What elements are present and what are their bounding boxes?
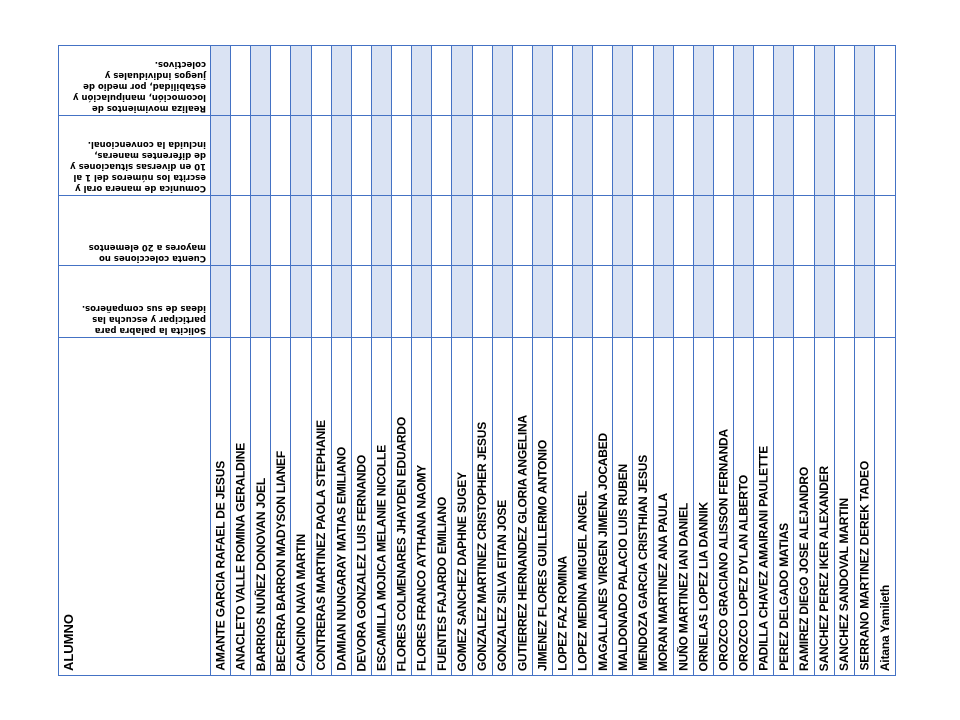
grade-cell[interactable] [613,196,633,266]
grade-cell[interactable] [633,46,653,116]
grade-cell[interactable] [211,196,231,266]
criterion-header [59,116,211,196]
grade-cell[interactable] [231,266,251,338]
grade-cell[interactable] [694,196,714,266]
student-name: SANCHEZ PEREZ IKER ALEXANDER [817,465,832,671]
grade-cell[interactable] [493,196,513,266]
grade-cell[interactable] [312,266,332,338]
student-name: CANCINO NAVA MARTIN [294,533,309,671]
grade-cell[interactable] [654,196,674,266]
student-name-cell [613,338,633,675]
grade-cell[interactable] [432,196,452,266]
student-name-cell [855,338,875,675]
grade-cell[interactable] [553,266,573,338]
grade-cell[interactable] [694,116,714,196]
student-name: PADILLA CHAVEZ AMAIRANI PAULETTE [756,446,771,671]
grade-cell[interactable] [332,196,352,266]
grade-cell[interactable] [593,116,613,196]
grade-cell[interactable] [774,196,794,266]
grade-cell[interactable] [694,46,714,116]
grade-cell[interactable] [835,266,855,338]
grade-cell[interactable] [815,116,835,196]
grade-cell[interactable] [573,46,593,116]
grade-cell[interactable] [211,46,231,116]
criterion-header [59,266,211,338]
grade-cell[interactable] [352,266,372,338]
grade-cell[interactable] [533,196,553,266]
grade-cell[interactable] [533,116,553,196]
grade-cell[interactable] [271,196,291,266]
student-name: PEREZ DELGADO MATIAS [776,523,791,671]
grade-cell[interactable] [211,116,231,196]
grade-cell[interactable] [593,196,613,266]
grade-cell[interactable] [312,46,332,116]
grade-cell[interactable] [553,46,573,116]
grade-cell[interactable] [714,196,734,266]
grade-cell[interactable] [533,266,553,338]
evaluation-table [58,45,896,676]
grade-cell[interactable] [473,46,493,116]
grade-cell[interactable] [251,266,271,338]
student-name-cell [473,338,493,675]
grade-cell[interactable] [694,266,714,338]
student-name: GONZALEZ MARTINEZ CRISTOPHER JESUS [475,422,490,671]
student-name: BARRIOS NUÑEZ DONOVAN JOEL [253,477,268,671]
grade-cell[interactable] [432,116,452,196]
grade-cell[interactable] [251,196,271,266]
alumno-header [59,338,211,675]
grade-cell[interactable] [312,116,332,196]
grade-cell[interactable] [573,116,593,196]
student-name-cell [694,338,714,675]
student-name: RAMIREZ DIEGO JOSE ALEJANDRO [796,467,811,671]
student-name-cell [754,338,774,675]
student-name-cell [452,338,472,675]
criterion-text: Comunica de manera oral y escrita los números del 1 al 10 en diversas situaciones y de diferentes maneras, incluida la convencional. [70,139,206,193]
student-name: ANACLETO VALLE ROMINA GERALDINE [233,443,248,671]
criterion-header [59,196,211,266]
student-name-cell [674,338,694,675]
grade-cell[interactable] [452,46,472,116]
student-name-cell [593,338,613,675]
grade-cell[interactable] [875,266,895,338]
student-name: NUÑO MARTINEZ IAN DANIEL [676,503,691,671]
student-name-cell [493,338,513,675]
grade-cell[interactable] [835,46,855,116]
grade-cell[interactable] [251,46,271,116]
grade-cell[interactable] [332,116,352,196]
student-name-cell [432,338,452,675]
grade-cell[interactable] [674,46,694,116]
grade-cell[interactable] [553,196,573,266]
grade-cell[interactable] [734,46,754,116]
grade-cell[interactable] [513,46,533,116]
student-name: JIMENEZ FLORES GUILLERMO ANTONIO [535,440,550,671]
grade-cell[interactable] [291,46,311,116]
grade-cell[interactable] [734,196,754,266]
student-name-cell [332,338,352,675]
student-name: BECERRA BARRON MADYSON LIANEF [273,450,288,671]
student-name: GONZALEZ SILVA EITAN JOSE [495,499,510,671]
student-name: OROZCO LOPEZ DYLAN ALBERTO [736,474,751,671]
grade-cell[interactable] [714,46,734,116]
grade-cell[interactable] [231,46,251,116]
criterion-text: Solicita la palabra para participar y escucha las ideas de sus compañeros. [81,303,206,335]
grade-cell[interactable] [372,266,392,338]
grade-cell[interactable] [613,46,633,116]
grade-cell[interactable] [774,116,794,196]
student-name: FUENTES FAJARDO EMILIANO [434,497,449,671]
grade-cell[interactable] [794,46,814,116]
grade-cell[interactable] [815,266,835,338]
student-name: MAGALLANES VIRGEN JIMENA JOCABED [595,433,610,671]
grade-cell[interactable] [332,266,352,338]
grade-cell[interactable] [452,266,472,338]
grade-cell[interactable] [613,116,633,196]
student-name: DEVORA GONZALEZ LUIS FERNANDO [354,454,369,671]
grade-cell[interactable] [392,266,412,338]
student-name: LOPEZ MEDINA MIGUEL ANGEL [575,491,590,671]
grade-cell[interactable] [654,116,674,196]
grade-cell[interactable] [734,266,754,338]
grade-cell[interactable] [633,196,653,266]
student-name: ESCAMILLA MOJICA MELANIE NICOLLE [374,444,389,671]
student-name-cell [271,338,291,675]
grade-cell[interactable] [352,116,372,196]
grade-cell[interactable] [493,46,513,116]
grade-cell[interactable] [392,46,412,116]
student-name: FLORES COLMENARES JHAYDEN EDUARDO [394,416,409,671]
grade-cell[interactable] [633,266,653,338]
student-name-cell [714,338,734,675]
grade-cell[interactable] [875,116,895,196]
grade-cell[interactable] [513,266,533,338]
grade-cell[interactable] [452,116,472,196]
student-name-cell [774,338,794,675]
grade-cell[interactable] [734,116,754,196]
grade-cell[interactable] [593,266,613,338]
grade-cell[interactable] [432,266,452,338]
grade-cell[interactable] [654,266,674,338]
student-name-cell [633,338,653,675]
grade-cell[interactable] [352,196,372,266]
student-name: DAMIAN NUNGARAY MATIAS EMILIANO [334,447,349,671]
grade-cell[interactable] [473,266,493,338]
grade-cell[interactable] [412,46,432,116]
student-name: SERRANO MARTINEZ DEREK TADEO [857,461,872,671]
grade-cell[interactable] [271,266,291,338]
student-name-cell [835,338,855,675]
grade-cell[interactable] [291,196,311,266]
student-name-cell [291,338,311,675]
student-name-cell [553,338,573,675]
grade-cell[interactable] [714,116,734,196]
student-name-cell [412,338,432,675]
student-name-cell [211,338,231,675]
grade-cell[interactable] [573,196,593,266]
student-name-cell [734,338,754,675]
grade-cell[interactable] [473,116,493,196]
grade-cell[interactable] [372,46,392,116]
student-name: CONTRERAS MARTINEZ PAOLA STEPHANIE [314,420,329,671]
grade-cell[interactable] [815,46,835,116]
grade-cell[interactable] [714,266,734,338]
grade-cell[interactable] [352,46,372,116]
grade-cell[interactable] [794,116,814,196]
student-name: FLORES FRANCO AYTHANA NAOMY [414,465,429,671]
grade-cell[interactable] [412,266,432,338]
student-name-cell [251,338,271,675]
grade-cell[interactable] [573,266,593,338]
grade-cell[interactable] [392,116,412,196]
grade-cell[interactable] [835,196,855,266]
grade-cell[interactable] [553,116,573,196]
grade-cell[interactable] [835,116,855,196]
grade-cell[interactable] [493,116,513,196]
grade-cell[interactable] [392,196,412,266]
grade-cell[interactable] [815,196,835,266]
student-name: AMANTE GARCIA RAFAEL DE JESUS [213,461,228,671]
grade-cell[interactable] [593,46,613,116]
student-name-cell [533,338,553,675]
grade-cell[interactable] [271,116,291,196]
criterion-text: Realiza movimientos de locomoción, manipulación y estabilidad, por medio de juegos individuales y colectivos. [72,59,206,113]
grade-cell[interactable] [412,196,432,266]
grade-cell[interactable] [211,266,231,338]
grade-cell[interactable] [674,196,694,266]
grade-cell[interactable] [493,266,513,338]
grade-cell[interactable] [794,266,814,338]
grade-cell[interactable] [533,46,553,116]
grade-cell[interactable] [754,46,774,116]
grade-cell[interactable] [452,196,472,266]
student-name-cell [352,338,372,675]
student-name-cell [654,338,674,675]
grade-cell[interactable] [251,116,271,196]
grade-cell[interactable] [231,116,251,196]
grade-cell[interactable] [412,116,432,196]
grade-cell[interactable] [231,196,251,266]
student-name: GUTIERREZ HERNANDEZ GLORIA ANGELINA [515,414,530,671]
grade-cell[interactable] [774,46,794,116]
grade-cell[interactable] [754,116,774,196]
grade-cell[interactable] [674,116,694,196]
student-name-cell [573,338,593,675]
grade-cell[interactable] [613,266,633,338]
grade-cell[interactable] [875,46,895,116]
grade-cell[interactable] [855,116,875,196]
student-name-cell [513,338,533,675]
student-name-cell [372,338,392,675]
student-name: Aitana Yamileth [877,584,892,671]
student-name-cell [392,338,412,675]
grade-cell[interactable] [291,116,311,196]
grade-cell[interactable] [654,46,674,116]
grade-cell[interactable] [372,116,392,196]
student-name: MENDOZA GARCIA CRISTHIAN JESUS [636,455,651,671]
student-name: SANCHEZ SANDOVAL MARTIN [837,498,852,671]
student-name-cell [231,338,251,675]
student-name-cell [312,338,332,675]
grade-cell[interactable] [855,266,875,338]
criterion-header [59,46,211,116]
criterion-text: Cuenta colecciones no mayores a 20 elementos [88,242,206,263]
grade-cell[interactable] [372,196,392,266]
alumno-header-text: ALUMNO [61,613,76,671]
student-name: MALDONADO PALACIO LUIS RUBEN [615,464,630,671]
grade-cell[interactable] [674,266,694,338]
grade-cell[interactable] [332,46,352,116]
grade-cell[interactable] [855,196,875,266]
student-name: OROZCO GRACIANO ALISSON FERNANDA [716,429,731,671]
student-name: MORAN MARTINEZ ANA PAULA [656,492,671,671]
student-name: ORNELAS LOPEZ LIA DANNIK [696,501,711,671]
student-name-cell [794,338,814,675]
grade-cell[interactable] [513,196,533,266]
grade-cell[interactable] [794,196,814,266]
grade-cell[interactable] [291,266,311,338]
grade-cell[interactable] [754,196,774,266]
student-name: LOPEZ FAZ ROMINA [555,556,570,671]
grade-cell[interactable] [473,196,493,266]
student-name: GOMEZ SANCHEZ DAPHNE SUGEY [454,471,469,671]
grade-cell[interactable] [754,266,774,338]
grade-cell[interactable] [774,266,794,338]
grade-cell[interactable] [312,196,332,266]
student-name-cell [815,338,835,675]
grade-cell[interactable] [432,46,452,116]
grade-cell[interactable] [271,46,291,116]
grade-cell[interactable] [513,116,533,196]
grade-cell[interactable] [875,196,895,266]
grade-cell[interactable] [633,116,653,196]
student-name-cell [875,338,895,675]
grade-cell[interactable] [855,46,875,116]
